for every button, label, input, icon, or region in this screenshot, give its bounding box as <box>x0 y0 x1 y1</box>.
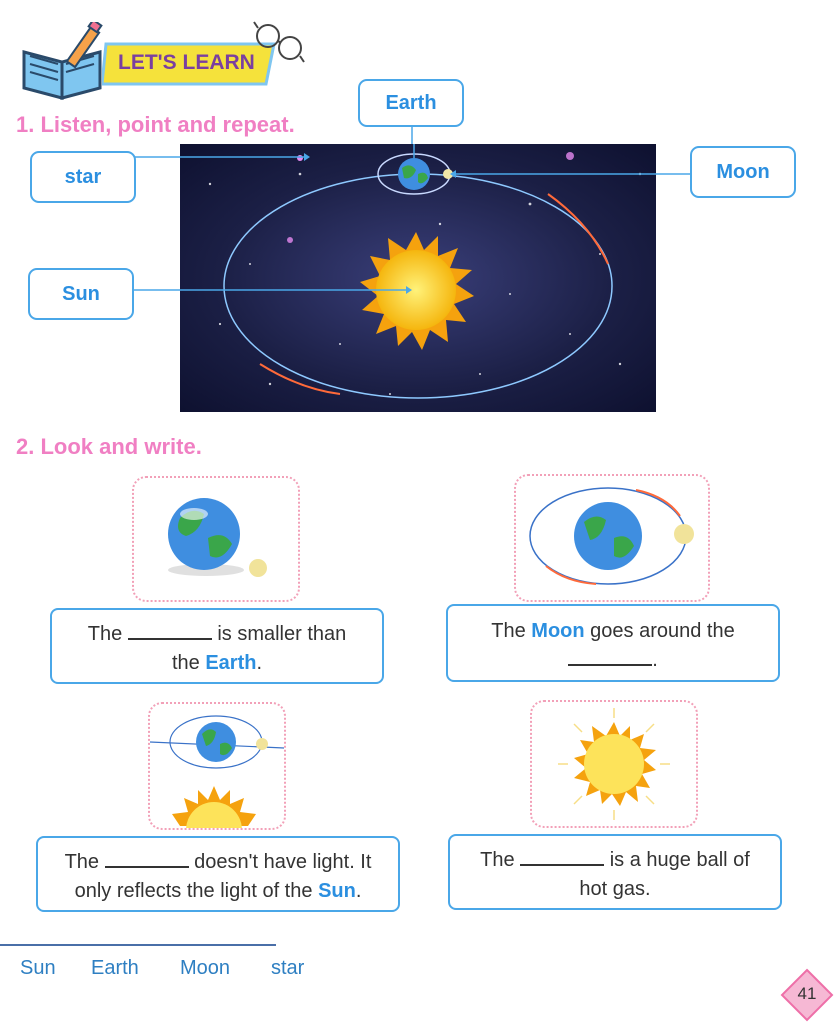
label-sun: Sun <box>28 268 134 320</box>
section2-title: 2. Look and write. <box>16 434 202 459</box>
caption-1 <box>50 608 384 684</box>
picture-earth-moon <box>132 476 300 602</box>
caption-3-line2-pre: only reflects the light of the <box>74 880 313 902</box>
caption-2-end: . <box>652 649 658 671</box>
banner-text: LET'S LEARN <box>118 51 255 74</box>
caption-1-mid: is smaller than <box>217 623 347 645</box>
caption-2-blank[interactable] <box>568 650 652 666</box>
caption-3-blank[interactable] <box>105 852 189 868</box>
word-bank-sun: Sun <box>20 957 56 979</box>
caption-4-pre: The <box>480 849 515 871</box>
picture-moon-orbit <box>514 474 710 602</box>
caption-3 <box>36 836 400 912</box>
label-moon: Moon <box>690 146 796 198</box>
caption-4-blank[interactable] <box>520 850 604 866</box>
word-bank-earth: Earth <box>91 957 139 979</box>
caption-2-pre: The <box>491 620 526 642</box>
caption-4-mid: is a huge ball of <box>609 849 750 871</box>
page-number: 41 <box>797 984 817 1003</box>
caption-1-post: . <box>256 652 263 674</box>
caption-2-highlight: Moon <box>531 620 585 642</box>
label-star: star <box>30 151 136 203</box>
picture-sun <box>530 700 698 828</box>
caption-1-line2-pre: the <box>171 652 200 674</box>
caption-1-highlight: Earth <box>205 652 257 674</box>
caption-3-highlight: Sun <box>318 880 356 902</box>
caption-1-pre: The <box>87 623 123 645</box>
caption-4 <box>448 834 782 910</box>
caption-3-pre: The <box>64 851 100 873</box>
connector-lines <box>0 0 840 440</box>
word-bank-star: star <box>271 957 305 979</box>
picture-moon-sun <box>148 702 286 830</box>
page-number-badge <box>780 968 834 1022</box>
caption-4-line2: hot gas. <box>579 878 651 900</box>
section1-title: 1. Listen, point and repeat. <box>16 112 295 137</box>
word-bank-divider <box>0 944 276 946</box>
caption-2-post: goes around the <box>590 620 735 642</box>
word-bank-moon: Moon <box>180 957 231 979</box>
caption-3-mid: doesn't have light. It <box>194 851 372 873</box>
caption-3-post: . <box>355 880 362 902</box>
label-earth: Earth <box>358 79 464 127</box>
caption-2 <box>446 604 780 682</box>
caption-1-blank[interactable] <box>128 624 212 640</box>
